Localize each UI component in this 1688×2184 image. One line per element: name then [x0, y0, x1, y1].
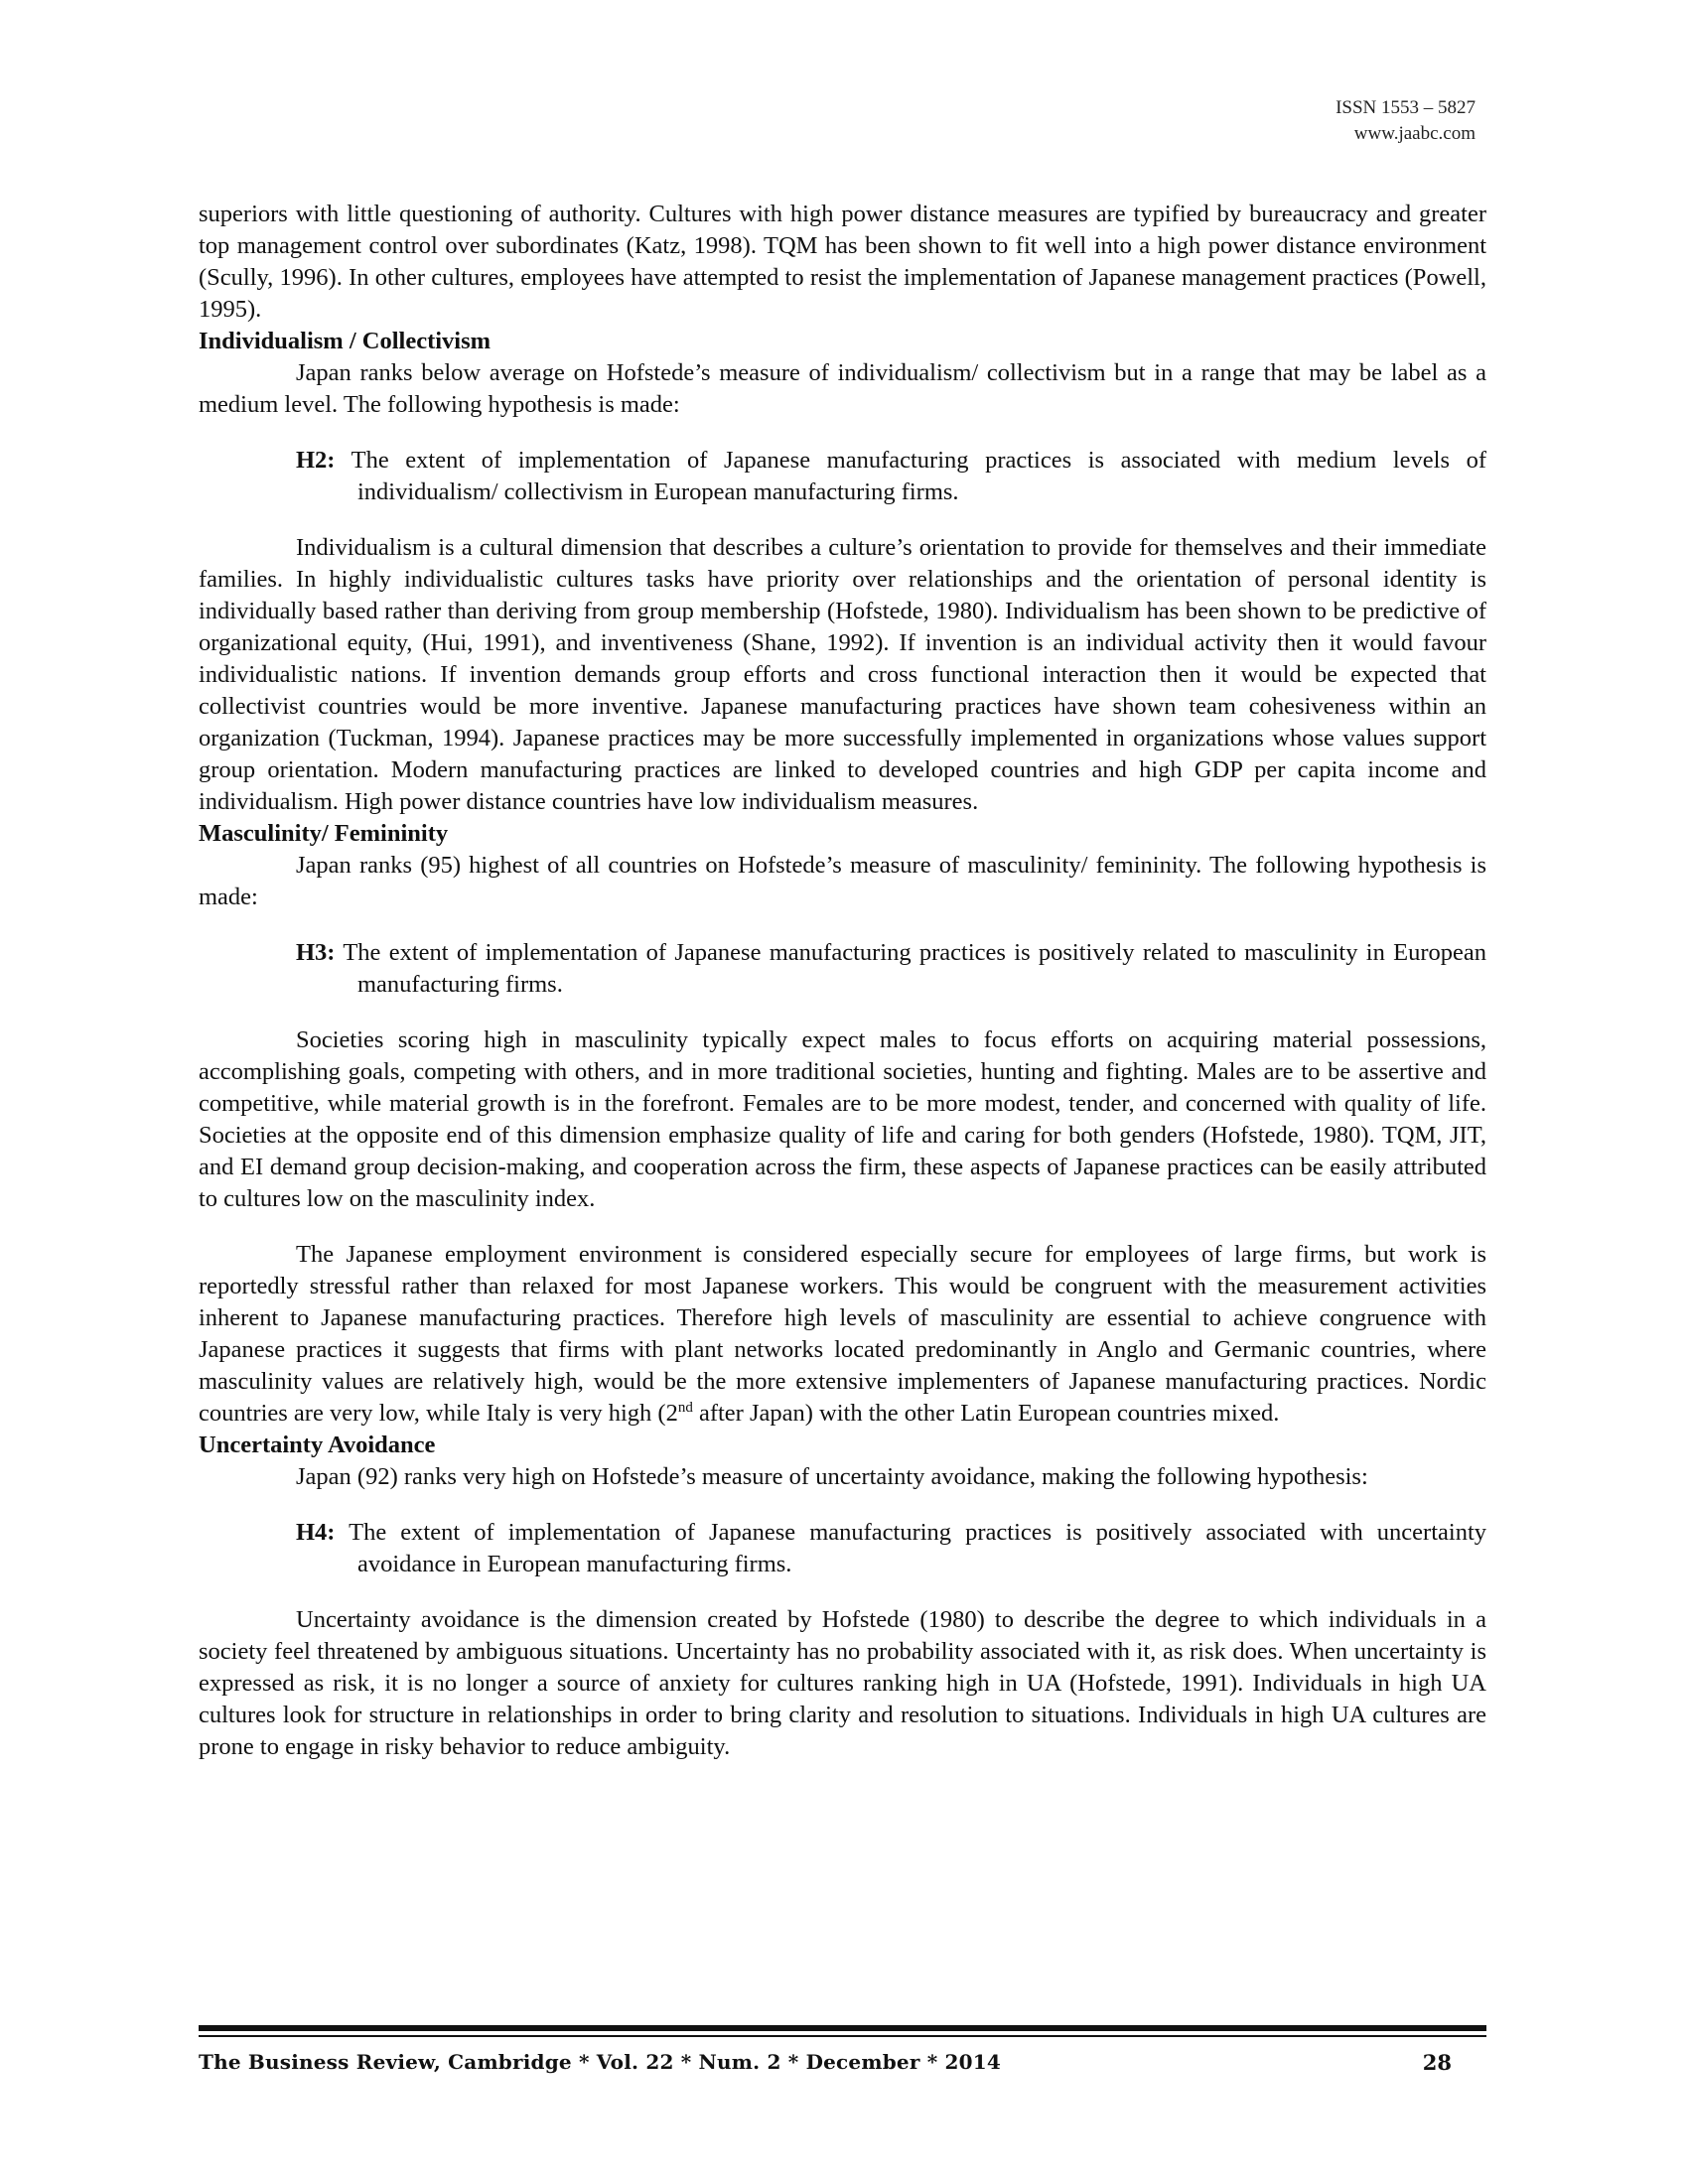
- hypothesis-label: H2:: [296, 447, 336, 474]
- issn-label: ISSN 1553 – 5827: [1336, 97, 1476, 118]
- hypothesis-text: The extent of implementation of Japanese manufacturing practices is positively associated with uncertainty avoidance in European manufacturing firms.: [349, 1519, 1486, 1577]
- journal-citation: The Business Review, Cambridge * Vol. 22 * Num. 2 * December * 2014: [199, 2050, 1001, 2074]
- masculinity-paragraph-1: Societies scoring high in masculinity typically expect males to focus efforts on acquiring material possessions, accomplishing goals, competing with others, and in more traditional societies, hunting and fighting. Males are to be assertive and competitive, while material growth is in the forefront. Females are to be more modest, tender, and concerned with quality of life. Societies at the opposite end of this dimension emphasize quality of life and caring for both genders (Hofstede, 1980). TQM, JIT, and EI demand group decision-making, and cooperation across the firm, these aspects of Japanese practices can be easily attributed to cultures low on the masculinity index.: [199, 1026, 1486, 1212]
- page-header: [1336, 95, 1476, 147]
- hypothesis-text: The extent of implementation of Japanese manufacturing practices is positively related to masculinity in European manufacturing firms.: [343, 939, 1486, 998]
- footer-rule-thin: [199, 2035, 1486, 2037]
- intro-paragraph: superiors with little questioning of authority. Cultures with high power distance measures are typified by bureaucracy and greater top management control over subordinates (Katz, 1998). TQM has been shown to fit well into a high power distance environment (Scully, 1996). In other cultures, employees have attempted to resist the implementation of Japanese management practices (Powell, 1995).: [199, 201, 1486, 323]
- website-label: www.jaabc.com: [1353, 123, 1476, 144]
- paragraph-text-end: after Japan) with the other Latin European countries mixed.: [692, 1400, 1280, 1427]
- individualism-paragraph: Individualism is a cultural dimension that describes a culture’s orientation to provide for themselves and their immediate families. In highly individualistic cultures tasks have priority over relationships and the orientation of personal identity is individually based rather than deriving from group membership (Hofstede, 1980). Individualism has been shown to be predictive of organizational equity, (Hui, 1991), and inventiveness (Shane, 1992). If invention is an individual activity then it would favour individualistic nations. If invention demands group efforts and cross functional interaction then it would be expected that collectivist countries would be more inventive. Japanese manufacturing practices have shown team cohesiveness within an organization (Tuckman, 1994). Japanese practices may be more successfully implemented in organizations whose values support group orientation. Modern manufacturing practices are linked to developed countries and high GDP per capita income and individualism. High power distance countries have low individualism measures.: [199, 534, 1486, 815]
- article-body: [199, 199, 1486, 1763]
- individualism-intro: Japan ranks below average on Hofstede’s measure of individualism/ collectivism but in a range that may be label as a medium level. The following hypothesis is made:: [199, 359, 1486, 418]
- section-heading-individualism: Individualism / Collectivism: [199, 328, 492, 354]
- hypothesis-text: The extent of implementation of Japanese manufacturing practices is associated with medium levels of individualism/ collectivism in European manufacturing firms.: [351, 447, 1487, 505]
- ordinal-superscript: nd: [677, 1399, 693, 1416]
- masculinity-intro: Japan ranks (95) highest of all countries on Hofstede’s measure of masculinity/ femininity. The following hypothesis is made:: [199, 852, 1486, 910]
- masculinity-paragraph-2: [199, 1239, 1486, 1430]
- hypothesis-label: H4:: [296, 1519, 336, 1546]
- paragraph-text: The Japanese employment environment is considered especially secure for employees of large firms, but work is reportedly stressful rather than relaxed for most Japanese workers. This would be congruent with the measurement activities inherent to Japanese manufacturing practices. Therefore high levels of masculinity are essential to achieve congruence with Japanese practices it suggests that firms with plant networks located predominantly in Anglo and Germanic countries, where masculinity values are relatively high, would be the more extensive implementers of Japanese manufacturing practices. Nordic countries are very low, while Italy is very high (2: [199, 1241, 1486, 1427]
- hypothesis-h2: [296, 445, 1486, 508]
- hypothesis-label: H3:: [296, 939, 336, 966]
- footer-rule-thick: [199, 2025, 1486, 2031]
- page-number: 28: [1422, 2050, 1452, 2075]
- section-heading-masculinity: Masculinity/ Femininity: [199, 820, 449, 847]
- uncertainty-paragraph: Uncertainty avoidance is the dimension created by Hofstede (1980) to describe the degree to which individuals in a society feel threatened by ambiguous situations. Uncertainty has no probability associated with it, as risk does. When uncertainty is expressed as risk, it is no longer a source of anxiety for cultures ranking high in UA (Hofstede, 1991). Individuals in high UA cultures look for structure in relationships in order to bring clarity and resolution to situations. Individuals in high UA cultures are prone to engage in risky behavior to reduce ambiguity.: [199, 1606, 1486, 1760]
- section-heading-uncertainty: Uncertainty Avoidance: [199, 1432, 436, 1458]
- uncertainty-intro: Japan (92) ranks very high on Hofstede’s measure of uncertainty avoidance, making the following hypothesis:: [296, 1463, 1368, 1490]
- hypothesis-h4: [296, 1517, 1486, 1580]
- hypothesis-h3: [296, 937, 1486, 1001]
